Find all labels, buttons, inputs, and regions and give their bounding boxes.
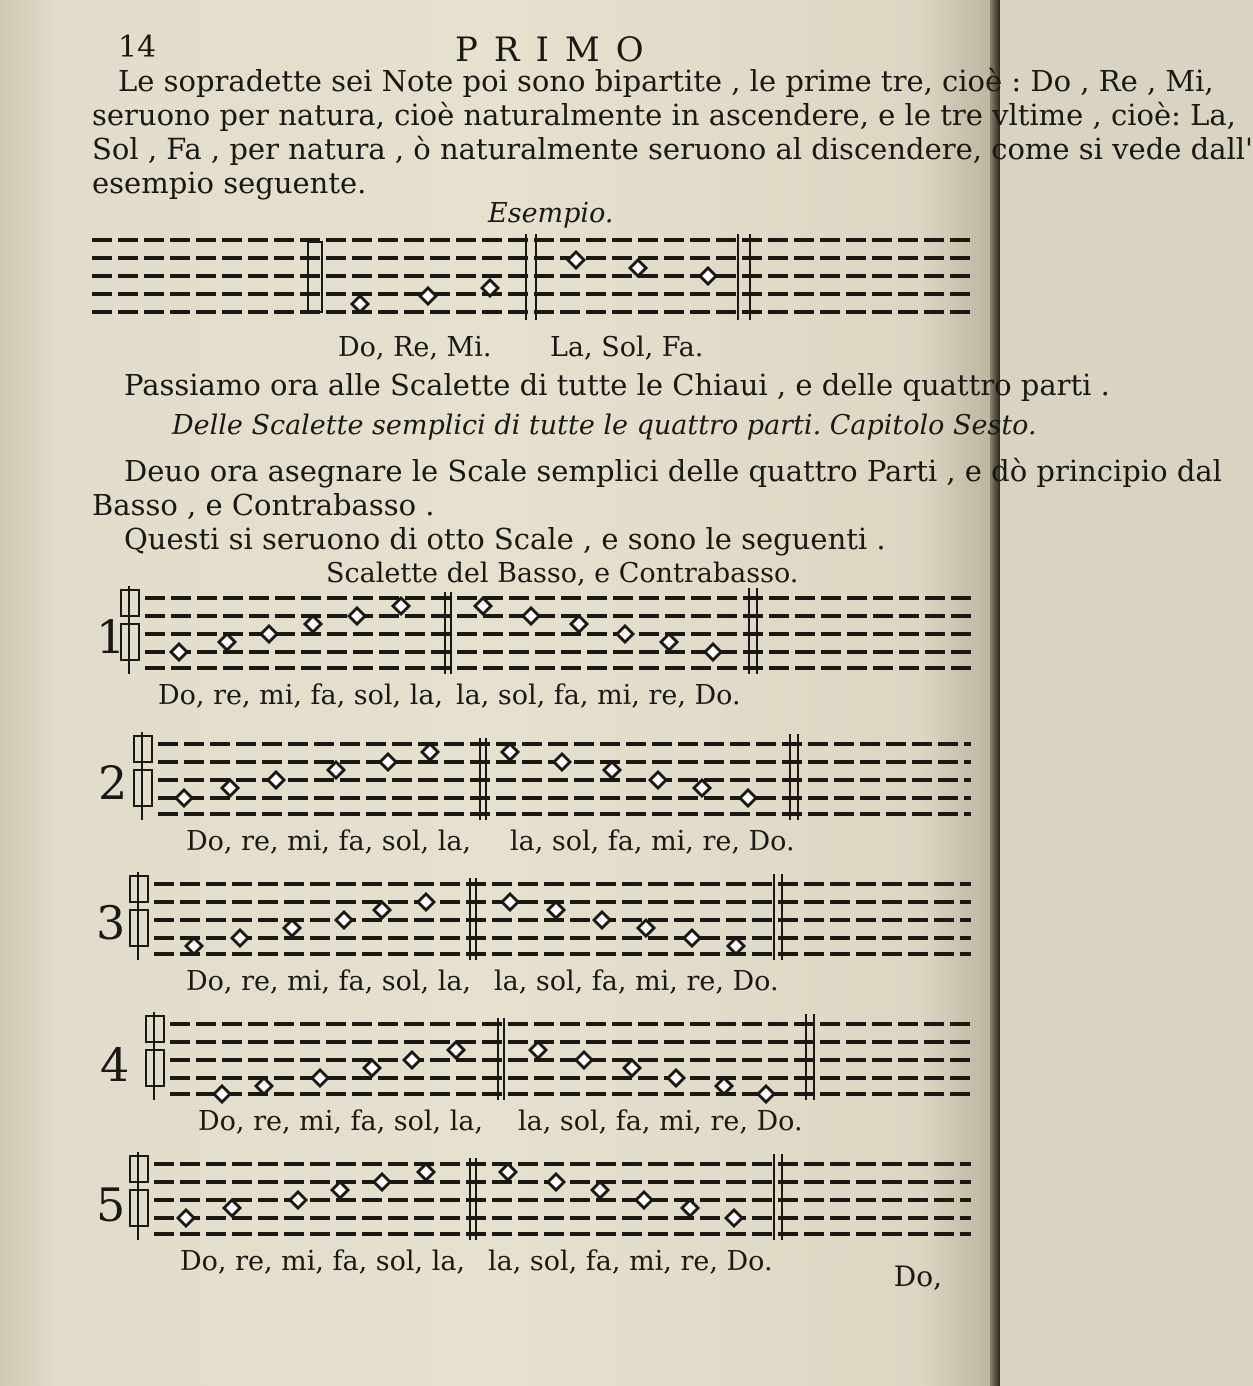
example-label-descending: La, Sol, Fa. [550,332,704,363]
scale-3-descending: la, sol, fa, mi, re, Do. [494,966,779,997]
scale-2-staff [128,730,973,822]
scale-1-ascending: Do, re, mi, fa, sol, la, [158,680,444,711]
scale-5-ascending: Do, re, mi, fa, sol, la, [180,1246,466,1277]
para3-line1: Deuo ora asegnare le Scale semplici delle quattro Parti , e dò principio dal [124,454,1222,488]
scale-1-staff [115,584,973,676]
scale-4-number: 4 [100,1038,130,1092]
scale-2-number: 2 [98,756,128,810]
para1-line4: esempio seguente. [92,166,367,200]
para2: Passiamo ora alle Scalette di tutte le Chiaui , e delle quattro parti . [124,368,1110,402]
page-number: 14 [118,30,157,65]
chapter-heading: Delle Scalette semplici di tutte le quattro parti. Capitolo Sesto. [172,410,1037,441]
scale-5-descending: la, sol, fa, mi, re, Do. [488,1246,773,1277]
scale-5-number: 5 [96,1178,126,1232]
section-title: Scalette del Basso, e Contrabasso. [326,558,799,589]
scale-2-ascending: Do, re, mi, fa, sol, la, [186,826,472,857]
scale-4-descending: la, sol, fa, mi, re, Do. [518,1106,803,1137]
para1-line2: seruono per natura, cioè naturalmente in ascendere, e le tre vltime , cioè: La, [92,98,1236,132]
para1-line1: Le sopradette sei Note poi sono bipartite , le prime tre, cioè : Do , Re , Mi, [118,64,1214,98]
running-title: PRIMO [455,30,660,70]
scale-3-staff [124,870,973,962]
scale-5-staff [124,1150,973,1242]
example-label-ascending: Do, Re, Mi. [338,332,492,363]
scale-4-ascending: Do, re, mi, fa, sol, la, [198,1106,484,1137]
scale-3-number: 3 [96,896,126,950]
scale-1-descending: la, sol, fa, mi, re, Do. [456,680,741,711]
scale-1-number: 1 [96,610,126,664]
scale-4-staff [140,1010,973,1102]
scale-3-ascending: Do, re, mi, fa, sol, la, [186,966,472,997]
example-staff [90,228,974,324]
para4: Questi si seruono di otto Scale , e sono le seguenti . [124,522,886,556]
para3-line2: Basso , e Contrabasso . [92,488,435,522]
para1-line3: Sol , Fa , per natura , ò naturalmente seruono al discendere, come si vede dall' [92,132,1253,166]
catchword: Do, [893,1260,942,1293]
example-heading: Esempio. [488,198,614,229]
page-edge [990,0,1000,1386]
scale-2-descending: la, sol, fa, mi, re, Do. [510,826,795,857]
